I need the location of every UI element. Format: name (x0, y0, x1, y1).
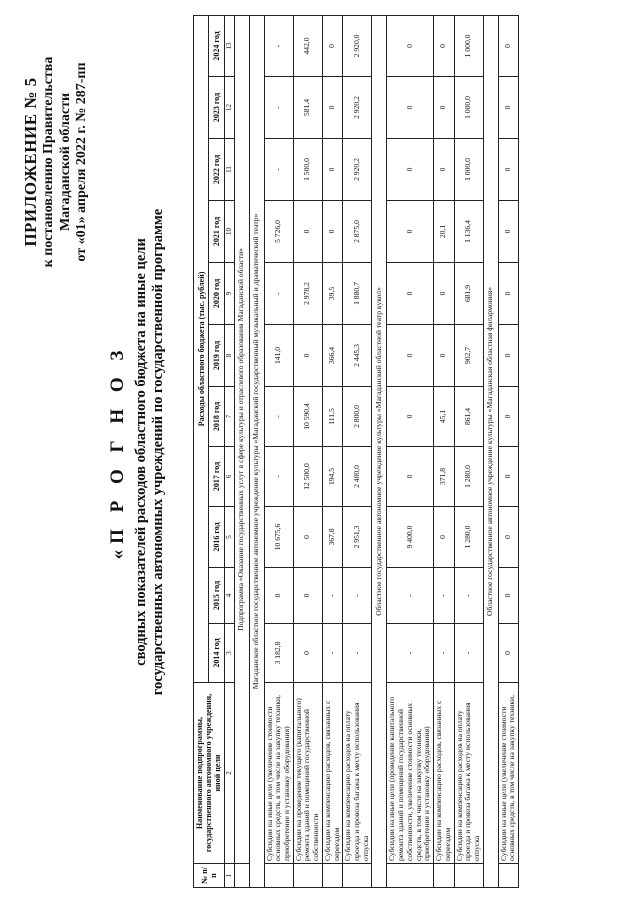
appendix-region-line: Магаданской области (57, 92, 73, 232)
row-number (264, 864, 293, 888)
header-expense-group: Расходы областного бюджета (тыс. рублей) (194, 15, 209, 682)
value-cell: 3 182,8 (264, 624, 293, 683)
header-year: 2016 год (209, 507, 224, 568)
value-cell: 5 726,0 (264, 201, 293, 263)
value-cell: 0 (498, 77, 518, 139)
row-name: Субсидии на компенсацию расходов на оплату проезда и провоза багажа к месту использования отпуска (454, 683, 483, 864)
value-cell: 0 (387, 15, 434, 76)
row-number (387, 864, 434, 888)
column-number: 7 (224, 387, 234, 447)
value-cell: 581,4 (293, 77, 322, 139)
column-number: 10 (224, 201, 234, 263)
value-cell: 0 (498, 387, 518, 447)
header-year: 2019 год (209, 325, 224, 387)
title-main: «П Р О Г Н О З (107, 344, 128, 560)
value-cell: 1 000,0 (454, 77, 483, 139)
value-cell: 0 (434, 263, 454, 325)
value-cell: - (454, 568, 483, 624)
row-name: Субсидии на иные цели (проведение капитального ремонта зданий и помещений государственной собственности, увеличение стоимости основных средств, в том числе на закупку техники, приобретение и установку оборудования) (387, 683, 434, 864)
org1-rows (264, 15, 372, 887)
value-cell: 0 (264, 568, 293, 624)
title-sub-1: сводных показателей расходов областного бюджета на иные цели (133, 238, 149, 666)
value-cell: 2 800,0 (343, 387, 372, 447)
table-row (434, 15, 454, 887)
value-cell: 45,1 (434, 387, 454, 447)
value-cell: 442,0 (293, 15, 322, 76)
value-cell: 366,4 (322, 325, 342, 387)
document-title (107, 32, 168, 872)
value-cell: 1 000,0 (454, 139, 483, 201)
value-cell: 0 (387, 447, 434, 507)
header-year: 2022 год (209, 139, 224, 201)
value-cell: - (264, 387, 293, 447)
value-cell: 0 (434, 15, 454, 76)
value-cell: 10 590,4 (293, 387, 322, 447)
value-cell: 0 (387, 201, 434, 263)
value-cell: 0 (322, 15, 342, 76)
organization-title: Областное государственное автономное учреждение культуры «Магаданский областной театр кукол» (372, 15, 387, 887)
row-name: Субсидии на компенсацию расходов, связанных с переездом (322, 683, 342, 864)
header-year: 2015 год (209, 568, 224, 624)
value-cell: 0 (387, 325, 434, 387)
org3-rows (498, 15, 518, 887)
value-cell: 0 (498, 201, 518, 263)
column-number-row (224, 15, 234, 887)
value-cell: 9 400,0 (387, 507, 434, 568)
appendix-header (21, 22, 91, 302)
value-cell: 194,5 (322, 447, 342, 507)
column-number: 11 (224, 139, 234, 201)
header-year: 2018 год (209, 387, 224, 447)
value-cell: 371,8 (434, 447, 454, 507)
organization-row (372, 15, 387, 887)
value-cell: 1 880,7 (343, 263, 372, 325)
organization-title: Областное государственное автономное учреждение культуры «Магаданская областная филармония» (483, 15, 498, 887)
row-name: Субсидии на проведение текущего (капитального) ремонта зданий и помещений государственной собственности (293, 683, 322, 864)
value-cell: 0 (387, 139, 434, 201)
org2-rows (387, 15, 483, 887)
row-name: Субсидии на иные цели (увеличение стоимости основных средств, в том числе на закупку техники, (498, 683, 518, 864)
column-number: 6 (224, 447, 234, 507)
value-cell: 0 (498, 15, 518, 76)
value-cell: 2 920,2 (343, 77, 372, 139)
value-cell: 0 (434, 507, 454, 568)
value-cell: - (322, 624, 342, 683)
column-number: 4 (224, 568, 234, 624)
value-cell: - (264, 77, 293, 139)
value-cell: 1 280,0 (454, 447, 483, 507)
value-cell: - (454, 624, 483, 683)
row-number (322, 864, 342, 888)
value-cell: 0 (434, 325, 454, 387)
forecast-table (193, 15, 519, 888)
column-number: 13 (224, 15, 234, 76)
header-row-1 (194, 15, 209, 887)
value-cell: 0 (322, 77, 342, 139)
value-cell: 1 280,0 (454, 507, 483, 568)
value-cell: 2 978,2 (293, 263, 322, 325)
organization-row (249, 15, 264, 887)
value-cell: - (322, 568, 342, 624)
value-cell: 2 875,0 (343, 201, 372, 263)
value-cell: - (264, 15, 293, 76)
row-number (343, 864, 372, 888)
row-number (454, 864, 483, 888)
column-number: 2 (224, 683, 234, 864)
value-cell: 0 (498, 568, 518, 624)
value-cell: 0 (387, 77, 434, 139)
row-number (293, 864, 322, 888)
header-year: 2024 год (209, 15, 224, 76)
value-cell: 0 (322, 201, 342, 263)
header-year: 2020 год (209, 263, 224, 325)
value-cell: 0 (293, 325, 322, 387)
appendix-date-line: от «01» апреля 2022 г. № 287-пп (74, 62, 90, 262)
value-cell: 0 (293, 568, 322, 624)
header-year: 2017 год (209, 447, 224, 507)
title-sub-2: государственных автономных учреждений по государственной программе (150, 208, 167, 696)
value-cell: 1 136,4 (454, 201, 483, 263)
value-cell: 681,9 (454, 263, 483, 325)
value-cell: 0 (293, 507, 322, 568)
value-cell: 2 920,2 (343, 139, 372, 201)
value-cell: 1 000,0 (454, 15, 483, 76)
value-cell: 111,5 (322, 387, 342, 447)
organization-title: Магаданское областное государственное автономное учреждение культуры «Магаданский государственный музыкальный и драматический театр» (249, 15, 264, 887)
value-cell: - (264, 263, 293, 325)
value-cell: - (343, 624, 372, 683)
table-row (322, 15, 342, 887)
row-name: Субсидии на иные цели (увеличение стоимости основных средств, в том числе на закупку техники, приобретение и установку оборудования) (264, 683, 293, 864)
value-cell: 0 (293, 624, 322, 683)
value-cell: 0 (434, 139, 454, 201)
column-number: 9 (224, 263, 234, 325)
column-number: 8 (224, 325, 234, 387)
row-number (434, 864, 454, 888)
table-row (387, 15, 434, 887)
header-year: 2021 год (209, 201, 224, 263)
header-name: Наименование подпрограммы, государственного автономного учреждения, иной цели (194, 683, 225, 864)
value-cell: 367,8 (322, 507, 342, 568)
value-cell: - (264, 139, 293, 201)
value-cell: 0 (498, 624, 518, 683)
table-row (264, 15, 293, 887)
value-cell: - (387, 568, 434, 624)
column-number: 5 (224, 507, 234, 568)
organization-row (483, 15, 498, 887)
value-cell: 0 (434, 77, 454, 139)
row-name: Субсидии на компенсацию расходов на оплату проезда и провоза багажа к месту использования отпуска (343, 683, 372, 864)
value-cell: 0 (322, 139, 342, 201)
value-cell: 2 920,0 (343, 15, 372, 76)
value-cell: 0 (498, 263, 518, 325)
value-cell: 0 (498, 447, 518, 507)
column-number: 1 (224, 864, 234, 888)
value-cell: - (264, 447, 293, 507)
value-cell: - (434, 624, 454, 683)
value-cell: 0 (387, 263, 434, 325)
column-number: 3 (224, 624, 234, 683)
value-cell: 902,7 (454, 325, 483, 387)
value-cell: 20,1 (434, 201, 454, 263)
value-cell: 861,4 (454, 387, 483, 447)
row-number (498, 864, 518, 888)
value-cell: 0 (498, 139, 518, 201)
value-cell: 2 400,0 (343, 447, 372, 507)
value-cell: 141,0 (264, 325, 293, 387)
table-row (454, 15, 483, 887)
header-num: № п/п (194, 864, 225, 888)
row-name: Субсидии на компенсацию расходов, связанных с переездом (434, 683, 454, 864)
forecast-table-wrap (193, 16, 519, 888)
value-cell: 39,5 (322, 263, 342, 325)
document-page (17, 12, 627, 892)
value-cell: - (343, 568, 372, 624)
value-cell: 2 445,3 (343, 325, 372, 387)
value-cell: 0 (498, 507, 518, 568)
value-cell: 0 (387, 387, 434, 447)
value-cell: 10 675,6 (264, 507, 293, 568)
table-row (293, 15, 322, 887)
table-row (498, 15, 518, 887)
value-cell: 1 500,0 (293, 139, 322, 201)
subprogram-title: Подпрограмма «Оказание государственных услуг в сфере культуры и отраслевого образования Магаданской области» (234, 15, 249, 863)
table-row (343, 15, 372, 887)
header-year: 2023 год (209, 77, 224, 139)
value-cell: - (434, 568, 454, 624)
subprogram-row (234, 15, 249, 887)
column-number: 12 (224, 77, 234, 139)
value-cell: 12 500,0 (293, 447, 322, 507)
value-cell: 0 (498, 325, 518, 387)
value-cell: - (387, 624, 434, 683)
appendix-number: ПРИЛОЖЕНИЕ № 5 (21, 77, 40, 247)
value-cell: 0 (293, 201, 322, 263)
appendix-ref-line: к постановлению Правительства (41, 56, 57, 268)
header-year: 2014 год (209, 624, 224, 683)
value-cell: 2 951,3 (343, 507, 372, 568)
